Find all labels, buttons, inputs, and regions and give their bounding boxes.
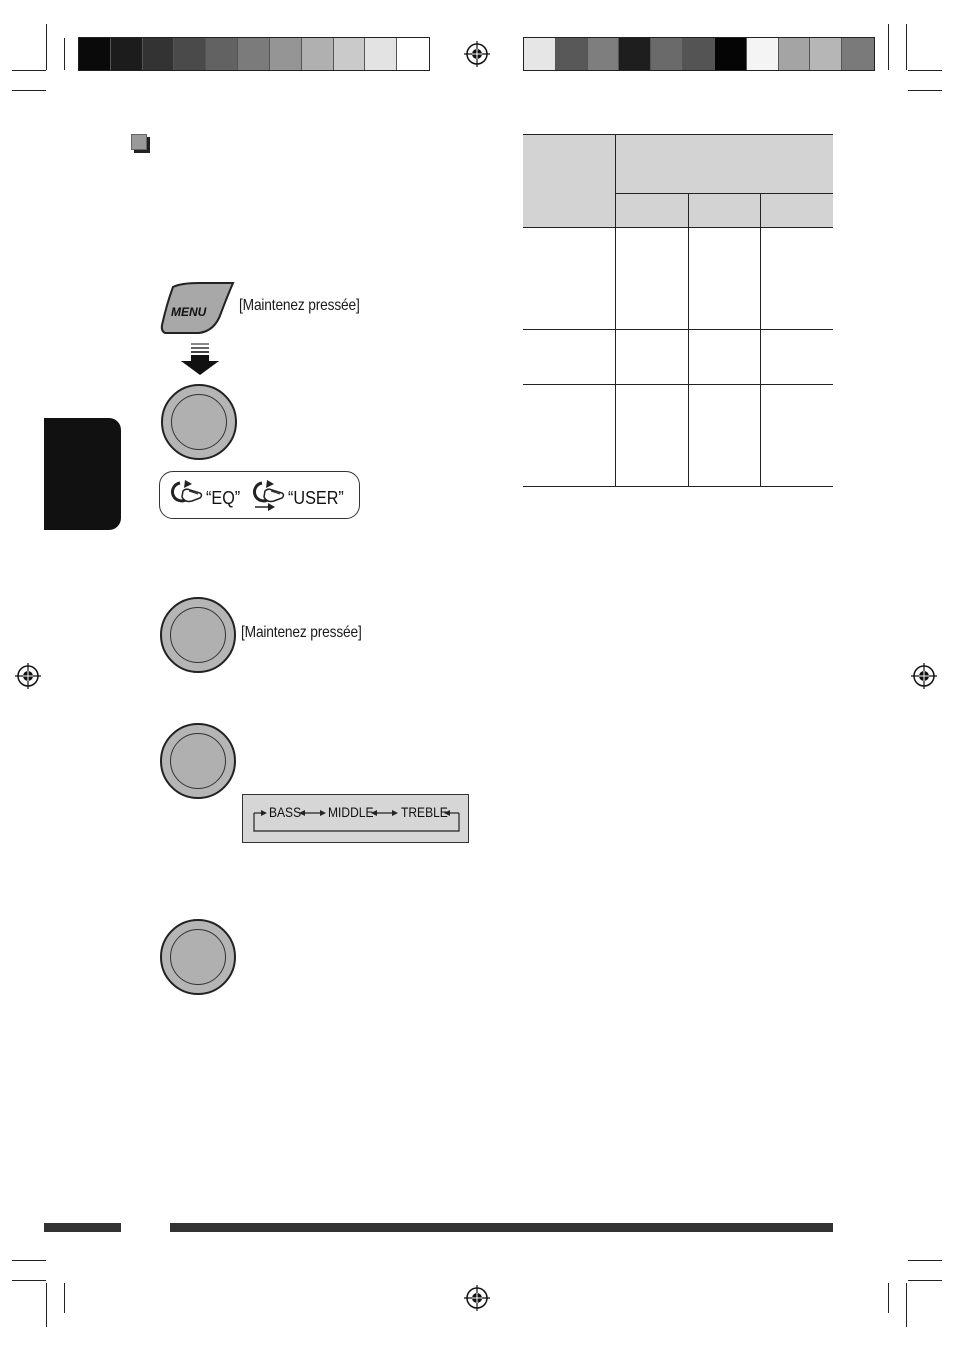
calibration-swatch (619, 38, 651, 70)
user-label: “USER” (288, 488, 344, 508)
table-rule (523, 329, 833, 330)
turn-dial-icon (170, 479, 204, 509)
control-dial[interactable] (161, 384, 237, 460)
table-rule (523, 384, 833, 385)
registration-mark-icon (464, 1285, 490, 1311)
calibration-swatch (747, 38, 779, 70)
calibration-swatch (810, 38, 842, 70)
registration-mark-icon (15, 663, 41, 689)
hold-note: [Maintenez pressée] (241, 624, 362, 641)
control-dial[interactable] (160, 597, 236, 673)
crop-mark (906, 1283, 907, 1327)
calibration-swatch (524, 38, 556, 70)
calibration-swatch (334, 38, 366, 70)
crop-mark (908, 1260, 942, 1261)
registration-mark-icon (911, 663, 937, 689)
calibration-swatch (715, 38, 747, 70)
control-dial-inner (170, 607, 226, 663)
calibration-swatch (842, 38, 874, 70)
crop-mark (12, 1280, 46, 1281)
eq-label: “EQ” (206, 488, 241, 508)
calibration-swatch (79, 38, 111, 70)
table-rule (523, 486, 833, 487)
tone-settings-table (523, 134, 833, 487)
crop-mark (46, 1283, 47, 1327)
calibration-swatch (174, 38, 206, 70)
control-dial-inner (171, 394, 227, 450)
table-rule (760, 193, 761, 487)
table-rule (615, 193, 833, 194)
calibration-swatch (683, 38, 715, 70)
table-rule (523, 134, 833, 135)
crop-mark (64, 38, 65, 70)
eq-user-selection-box (159, 471, 360, 519)
tone-cycle-box (242, 794, 469, 843)
control-dial-inner (170, 929, 226, 985)
control-dial-inner (170, 733, 226, 789)
crop-mark (908, 70, 942, 71)
tone-middle: MIDDLE (328, 804, 374, 820)
menu-button-label: MENU (171, 305, 207, 319)
table-rule (615, 134, 616, 487)
section-bullet-icon (131, 134, 150, 153)
control-dial[interactable] (160, 919, 236, 995)
crop-mark (12, 90, 46, 91)
crop-mark (46, 24, 47, 70)
crop-mark (908, 90, 942, 91)
calibration-swatch (651, 38, 683, 70)
tone-bass: BASS (269, 804, 302, 820)
footer-bar-right (170, 1223, 833, 1232)
table-rule (523, 227, 833, 228)
crop-mark (64, 1283, 65, 1313)
crop-mark (888, 1283, 889, 1313)
tone-treble: TREBLE (401, 804, 448, 820)
calibration-swatch (588, 38, 620, 70)
calibration-bar-right (523, 37, 875, 71)
arrow-right-icon (254, 502, 276, 512)
calibration-bar-left (78, 37, 430, 71)
calibration-swatch (397, 38, 429, 70)
control-dial[interactable] (160, 723, 236, 799)
crop-mark (12, 1260, 46, 1261)
calibration-swatch (556, 38, 588, 70)
crop-mark (888, 24, 889, 70)
table-header-row (523, 134, 833, 227)
calibration-swatch (270, 38, 302, 70)
footer-bar-left (44, 1223, 121, 1232)
calibration-swatch (143, 38, 175, 70)
table-rule (688, 193, 689, 487)
crop-mark (906, 24, 907, 70)
arrow-down-icon (180, 342, 220, 376)
calibration-swatch (779, 38, 811, 70)
calibration-swatch (111, 38, 143, 70)
calibration-swatch (365, 38, 397, 70)
registration-mark-icon (464, 41, 490, 67)
language-side-tab (44, 418, 121, 530)
hold-note: [Maintenez pressée] (239, 297, 360, 314)
crop-mark (908, 1280, 942, 1281)
calibration-swatch (302, 38, 334, 70)
calibration-swatch (206, 38, 238, 70)
calibration-swatch (238, 38, 270, 70)
crop-mark (12, 70, 46, 71)
